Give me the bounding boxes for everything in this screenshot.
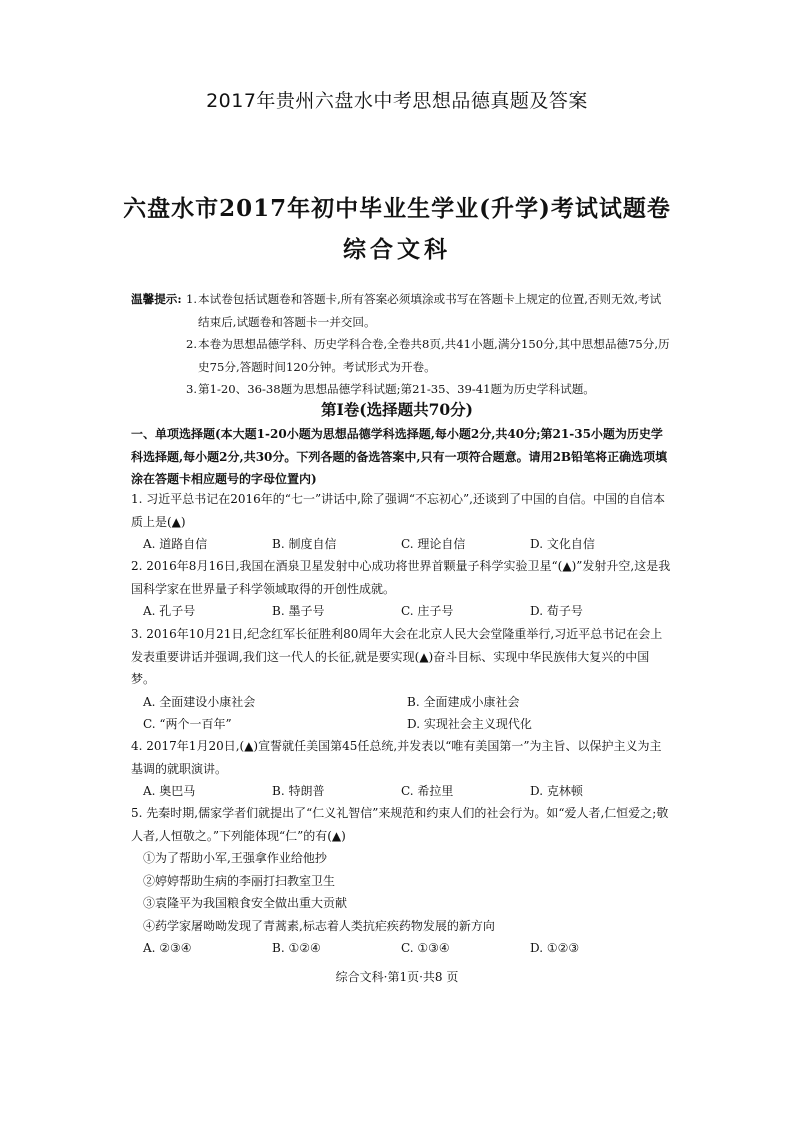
statement-item: ②婷婷帮助生病的李丽打扫教室卫生 (143, 873, 336, 888)
options-row (143, 780, 671, 803)
option-a: A. ②③④ (143, 941, 192, 955)
option-a: A. 全面建设小康社会 (143, 694, 256, 709)
options-row (143, 533, 671, 556)
question-stem: 3. 2016年10月21日,纪念红军长征胜利80周年大会在北京人民大会堂隆重举行,习近平总书记在会上发表重要讲话并强调,我们这一代人的长征,就是要实现(▲)奋斗目标、实现中华民族伟大复兴的中国梦。 (131, 627, 663, 686)
question-2 (131, 555, 671, 623)
instruction-text: 第1-20、36-38题为思想品德学科试题;第21-35、39-41题为历史学科试题。 (198, 382, 595, 396)
option-d: D. 荀子号 (530, 604, 583, 618)
option-c: C. 希拉里 (401, 784, 454, 798)
exam-title: 六盘水市2017年初中毕业生学业(升学)考试试题卷 (123, 195, 671, 222)
instruction-number: 3. (186, 382, 198, 396)
instructions-label: 温馨提示: (131, 292, 182, 306)
page-title: 2017年贵州六盘水中考思想品德真题及答案 (206, 90, 588, 112)
option-c: C. ①③④ (401, 941, 450, 955)
question-1 (131, 488, 671, 556)
question-stem: 1. 习近平总书记在2016年的“七一”讲话中,除了强调“不忘初心”,还谈到了中国的自信。中国的自信本质上是(▲) (131, 492, 665, 529)
page-footer: 综合文科·第1页·共8 页 (335, 970, 459, 984)
option-a: A. 孔子号 (143, 604, 196, 618)
instruction-number: 1. (186, 292, 198, 306)
question-5 (131, 802, 671, 960)
instruction-text: 本卷为思想品德学科、历史学科合卷,全卷共8页,共41小题,满分150分,其中思想品德75分,历史75分,答题时间120分钟。考试形式为开卷。 (198, 337, 670, 374)
exam-header (0, 190, 794, 264)
section-heading: 一、单项选择题(本大题1-20小题为思想品德学科选择题,每小题2分,共40分;第21-35小题为历史学科选择题,每小题2分,共30分。下列各题的备选答案中,只有一项符合题意。请用2B铅笔将正确选项填涂在答题卡相应题号的字母位置内) (131, 427, 668, 486)
option-b: B. 特朗普 (272, 784, 325, 798)
option-c: C. “两个一百年” (143, 717, 232, 731)
exam-subtitle: 综合文科 (343, 236, 451, 263)
instruction-item (186, 288, 671, 333)
option-d: D. 文化自信 (530, 537, 595, 551)
option-a: A. 道路自信 (143, 537, 208, 551)
statement-item: ①为了帮助小军,王强拿作业给他抄 (143, 851, 327, 865)
instruction-number: 2. (186, 337, 198, 351)
option-d: D. 克林顿 (530, 784, 583, 798)
options-row (143, 600, 671, 623)
statement-item: ④药学家屠呦呦发现了青蒿素,标志着人类抗疟疾药物发展的新方向 (143, 918, 495, 933)
question-stem: 2. 2016年8月16日,我国在酒泉卫星发射中心成功将世界首颗量子科学实验卫星“(▲)”发射升空,这是我国科学家在世界量子科学领域取得的开创性成就。 (131, 559, 671, 596)
question-stem: 5. 先秦时期,儒家学者们就提出了“仁义礼智信”来规范和约束人们的社会行为。如“爱人者,仁恒爱之;敬人者,人恒敬之。”下列能体现“仁”的有(▲) (131, 806, 669, 843)
question-3 (131, 623, 671, 736)
option-b: B. 墨子号 (272, 604, 325, 618)
question-4 (131, 735, 671, 803)
part-title: 第Ⅰ卷(选择题共70分) (321, 400, 473, 419)
options-grid (143, 691, 671, 736)
instruction-text: 本试卷包括试题卷和答题卡,所有答案必须填涂或书写在答题卡上规定的位置,否则无效,考试结束后,试题卷和答题卡一并交回。 (198, 292, 662, 329)
option-d: D. ①②③ (530, 941, 580, 955)
option-d: D. 实现社会主义现代化 (407, 717, 532, 731)
option-c: C. 理论自信 (401, 537, 466, 551)
question-stem: 4. 2017年1月20日,(▲)宣誓就任美国第45任总统,并发表以“唯有美国第一”为主旨、以保护主义为主基调的就职演讲。 (131, 739, 662, 776)
option-b: B. 制度自信 (272, 537, 337, 551)
statement-item: ③袁隆平为我国粮食安全做出重大贡献 (143, 896, 348, 910)
option-b: B. ①②④ (272, 941, 321, 955)
instructions-block (131, 288, 671, 401)
instruction-item (186, 333, 671, 378)
option-a: A. 奥巴马 (143, 784, 196, 798)
options-row (143, 937, 671, 960)
option-b: B. 全面建成小康社会 (407, 694, 520, 709)
option-c: C. 庄子号 (401, 604, 454, 618)
